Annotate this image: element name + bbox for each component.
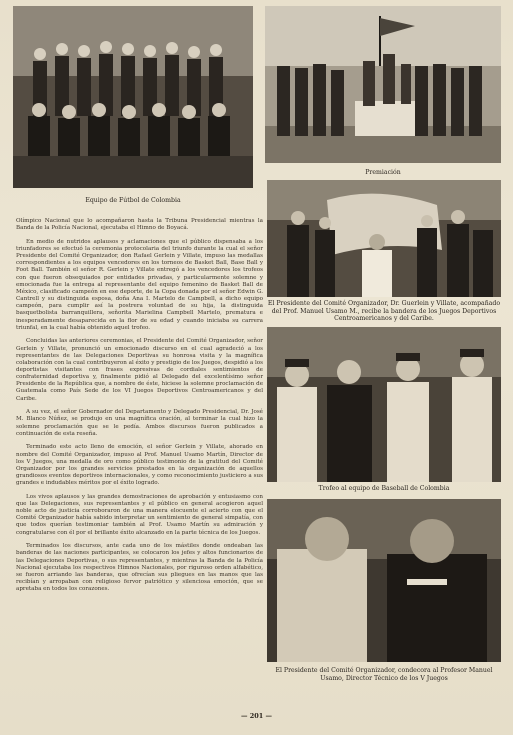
caption-colombia-team: Equipo de Fútbol de Colombia — [85, 197, 181, 204]
page-number: — 201 — — [240, 712, 273, 720]
paragraph: A su vez, el señor Gobernador del Departamento y Delegado Presidencial, Dr. José M. Blanco Núñez, se produjo en una magnífica oración, al terminar la cual hizo la solemne proclamación que se le pedía. Ambos discursos fueron publicados a continuación de esta reseña. — [16, 409, 263, 437]
photo-colombia-football-team — [13, 6, 253, 188]
paragraph: En medio de nutridos aplausos y aclamaciones que el público dispensaba a los triunfadores se efectuó la ceremonia protocolaria del triunfo durante la cual el señor Presidente del Comité Organizador, don Rafael Gerlein y Villate, impuso las medallas correspondientes a los equipos vencedores en los torneos de Basket Ball, Base Ball y Foot Ball. También el señor R. Gerlein y Villate entregó a los vencedores los trofeos con que fueron obsequiados por entidades privadas, y particularmente solemne y emocionada fue la entrega al representante del equipo femenino de Basket Ball de México, clasificado campeón en ese deporte, de la Copa donada por el señor Edwin G. Cantrell y su distinguida esposa, doña Ana I. Martelo de Campbell, a dicho equipo campeón, para cumplir así la postrera voluntad de su hija, la distinguida basquetbolista barranquillera, señorita Marielina Campbell Martelo, prematura e inesperadamente desaparecida en la flor de su edad y cuando iniciaba su carrera triunfal, en la cual había obtenido aquel trofeo. — [16, 238, 263, 331]
caption-bandera: El Presidente del Comité Organizador, Dr. Guerlein y Villate, acompañado del Prof. Manuel Usamo M., recibe la bandera de los Juegos Deportivos Centroamericanos y del Caribe. — [267, 300, 501, 323]
caption-trofeo: Trofeo al equipo de Baseball de Colombia — [318, 485, 450, 492]
photo-premiacion — [265, 6, 501, 163]
paragraph: Terminado este acto lleno de emoción, el señor Gerlein y Villate, ahorado en nombre del Comité Organizador, impuso al Prof. Manuel Usamo Martín, Director de los V Juegos, una medalla de oro como público testimonio de la gratitud del Comité Organizador por los grandes servicios prestados en la organización de aquellos grandiosos eventos deportivos internacionales, y como reconocimiento justiciero a sus grandes e indudables méritos por el éxito logrado. — [16, 444, 263, 487]
paragraph: Concluidas las anteriores ceremonias, el Presidente del Comité Organizador, señor Gerlein y Villate, pronunció un emocionado discurso en el cual agradeció a los representantes de las Delegaciones Deportivas su honrosa visita y la magnífica colaboración con la cual contribuyeron al éxito y prestigio de los Juegos, despidió a los deportistas visitantes con frases expresivas de cordiales sentimientos de confraternidad deportiva y, finalmente pidió al Delegado del excelentísimo señor Presidente de la República que, a nombre de éste, hiciese la solemne proclamación de Guatemala como País Sede de los VI Juegos Deportivos Centroamericanos y del Caribe. — [16, 338, 263, 402]
paragraph: Terminados los discursos, ante cada uno de los mástiles donde ondeaban las banderas de las naciones participantes, se colocaron los jefes y altos funcionarios de las Delegaciones Deportivas, o sus representantes, y mientras la Banda de la Policía Nacional ejecutaba los respectivos Himnos Nacionales, por riguroso orden alfabético, se fueron arriando las banderas, que ofrecían sus pliegues en las manos que las recibían y arropaban con religioso fervor patriótico y silenciosa emoción, que se apretaba en todos los corazones. — [16, 543, 263, 593]
paragraph: Olímpico Nacional que lo acompañaron hasta la Tribuna Presidencial mientras la Banda de la Policía Nacional, ejecutaba el Himno de Boyacá. — [16, 218, 263, 232]
article-body — [16, 218, 263, 600]
photo-condecora — [267, 499, 501, 662]
paragraph: Los vivos aplausos y las grandes demostraciones de aprobación y entusiasmo con que las Delegaciones, sus representantes y el público en general acogieron aquel noble acto de justicia corroboraron de una manera elocuente el acierto con que el Comité Organizador había sabido interpretar un sentimiento de general simpatía, con que todos querían testimoniar también al Prof. Usamo Martín su admiración y congratularse con él por el brillante éxito alcanzado en la parte técnica de los Juegos. — [16, 493, 263, 536]
photo-bandera — [267, 180, 501, 297]
photo-trofeo-baseball — [267, 327, 501, 482]
caption-premiacion: Premiación — [365, 169, 401, 176]
caption-condecora: El Presidente del Comité Organizador, condecora al Profesor Manuel Usamo, Director Técnico de los V Juegos — [275, 667, 493, 682]
